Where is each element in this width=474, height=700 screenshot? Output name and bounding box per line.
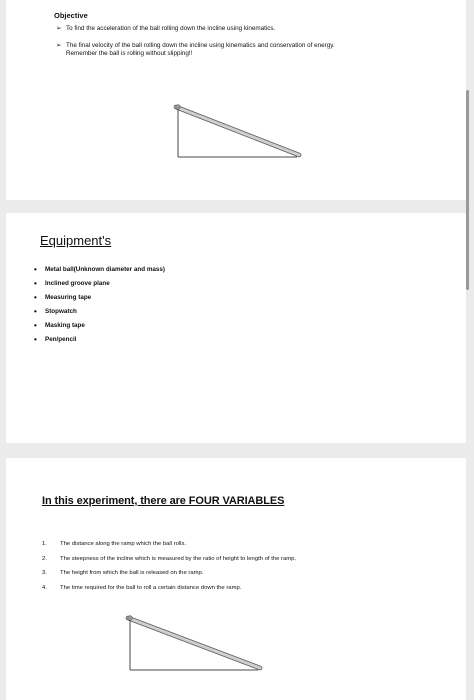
arrow-bullet-icon: ➢ xyxy=(56,25,62,32)
bullet-dot-icon: • xyxy=(34,321,37,330)
arrow-bullet-icon: ➢ xyxy=(56,41,62,49)
list-item: 2. The steepness of the incline which is measured by the ratio of height to length of the ramp. xyxy=(42,555,297,562)
equipment-title: Equipment's xyxy=(40,233,112,248)
bullet-dot-icon: • xyxy=(34,293,37,302)
slide-equipment xyxy=(6,213,466,443)
variables-list xyxy=(42,537,296,595)
bullet-dot-icon: • xyxy=(34,279,37,288)
objective-item-text: The final velocity of the ball rolling down the incline using kinematics and conservation of energy. Remember the ball is rolling without slipping!! xyxy=(66,41,335,57)
objective-list xyxy=(54,25,454,67)
objective-title: Objective xyxy=(54,11,88,20)
equipment-list xyxy=(34,263,165,347)
objective-item-text: To find the acceleration of the ball rolling down the incline using kinematics. xyxy=(66,25,276,32)
list-item: 3. The height from which the ball is released on the ramp. xyxy=(42,570,204,576)
bullet-dot-icon: • xyxy=(34,335,37,344)
variables-title: In this experiment, there are FOUR VARIABLES xyxy=(42,495,285,507)
bullet-dot-icon: • xyxy=(34,307,37,316)
incline-ramp-diagram xyxy=(120,610,270,674)
list-item: • Inclined groove plane xyxy=(34,277,165,291)
list-item: • Stopwatch xyxy=(34,305,165,319)
slide-variables xyxy=(6,458,466,700)
list-item: • Pen/pencil xyxy=(34,333,165,347)
objective-item xyxy=(54,25,454,34)
incline-ramp-diagram xyxy=(169,100,309,162)
vertical-scrollbar[interactable] xyxy=(466,90,469,290)
bullet-dot-icon: • xyxy=(34,265,37,274)
list-item: • Measuring tape xyxy=(34,291,165,305)
list-item: 1. The distance along the ramp which the ball rolls. xyxy=(42,541,187,547)
list-item: • Masking tape xyxy=(34,319,165,333)
objective-item xyxy=(54,42,366,59)
list-item: • Metal ball(Unknown diameter and mass) xyxy=(34,263,165,277)
list-item: 4. The time required for the ball to roll a certain distance down the ramp. xyxy=(42,584,242,591)
slide-objective xyxy=(6,0,466,200)
